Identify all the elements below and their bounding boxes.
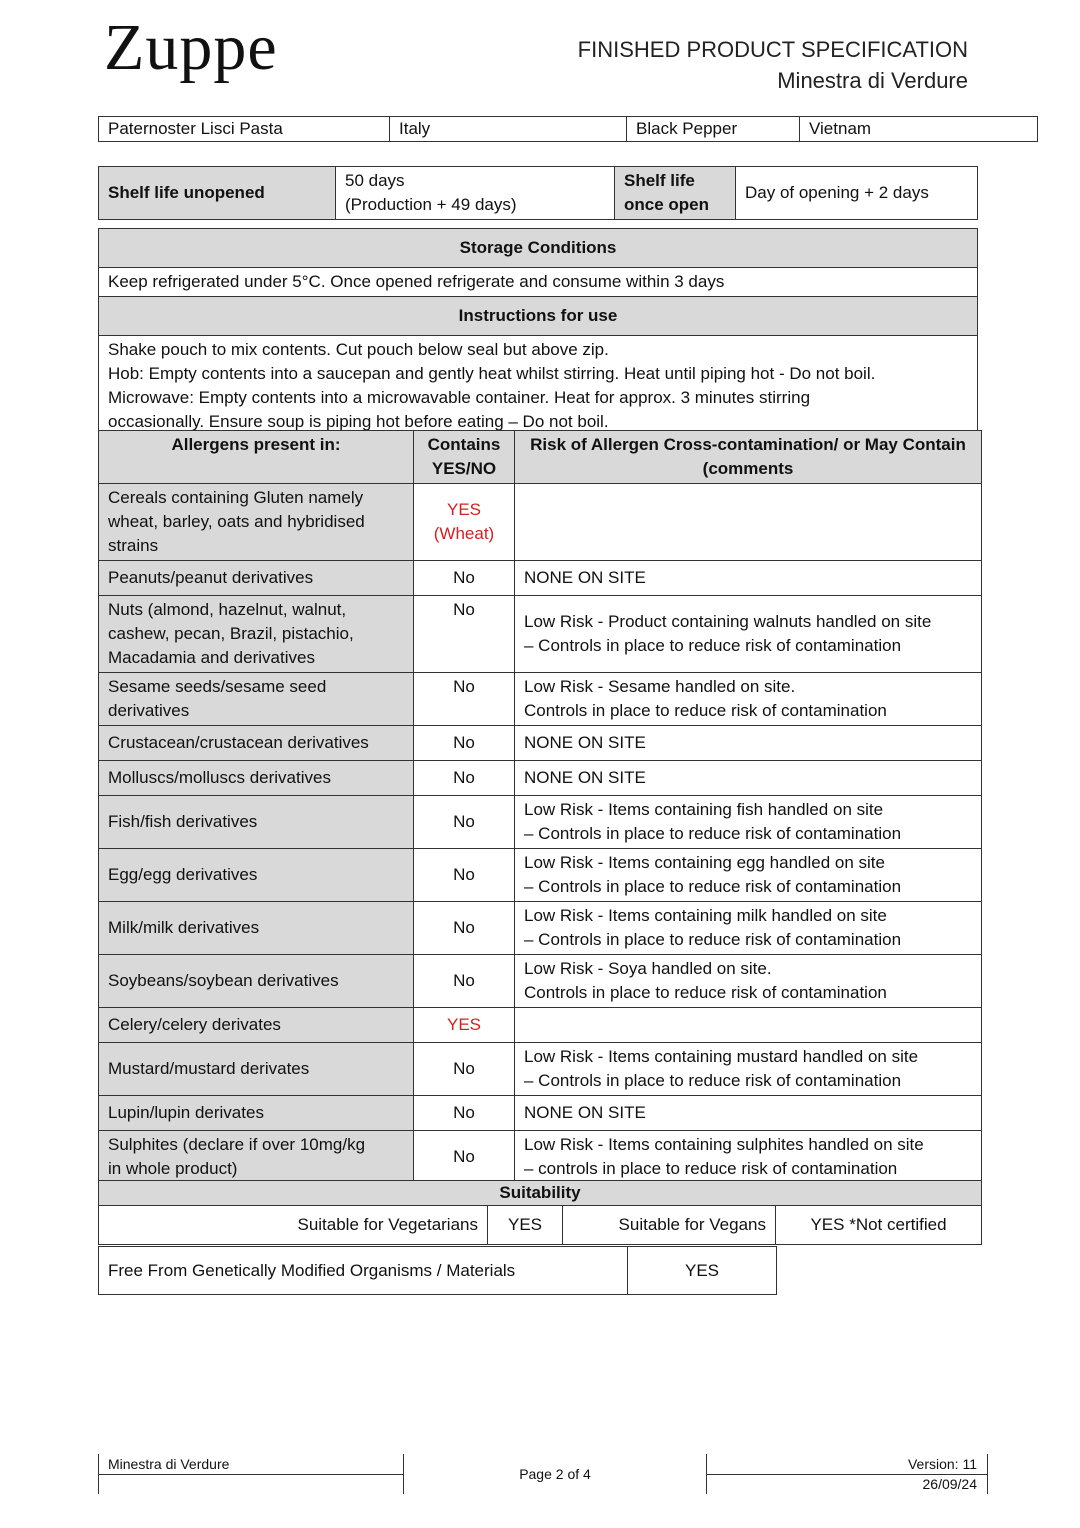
risk-comment	[515, 849, 982, 902]
contains-value	[414, 849, 515, 902]
table-row	[99, 117, 1038, 142]
contains-value-line: No	[453, 733, 475, 752]
risk-comment-line: Low Risk - Soya handled on site.	[524, 959, 772, 978]
allergen-header-row	[99, 431, 982, 484]
allergen-name-line: derivatives	[108, 701, 190, 720]
allergen-name-line: Milk/milk derivatives	[108, 918, 260, 937]
ingredient-name: Paternoster Lisci Pasta	[99, 117, 390, 142]
risk-comment	[515, 561, 982, 596]
allergen-name-line: wheat, barley, oats and hybridised	[108, 512, 365, 531]
allergen-row	[99, 726, 982, 761]
risk-comment	[515, 1043, 982, 1096]
instruction-line: Hob: Empty contents into a saucepan and gently heat whilst stirring. Heat until piping hot - Do not boil.	[108, 364, 876, 383]
risk-comment	[515, 1096, 982, 1131]
vegan-value: YES *Not certified	[776, 1206, 982, 1245]
vegetarian-value: YES	[488, 1206, 563, 1245]
footer-version	[706, 1454, 988, 1494]
ingredient-origin: Vietnam	[800, 117, 1038, 142]
contains-value	[414, 596, 515, 673]
allergen-name	[99, 1131, 414, 1184]
instruction-line: Microwave: Empty contents into a microwavable container. Heat for approx. 3 minutes stirring	[108, 388, 811, 407]
risk-comment	[515, 902, 982, 955]
ingredient-origin-table	[98, 116, 1038, 142]
allergen-name-line: Lupin/lupin derivates	[108, 1103, 264, 1122]
risk-comment	[515, 596, 982, 673]
contains-value-line: No	[453, 865, 475, 884]
allergen-col-header: Allergens present in:	[99, 431, 414, 484]
footer-page-number: Page 2 of 4	[519, 1466, 591, 1482]
contains-value-line: YES	[446, 500, 482, 519]
risk-comment-line: – Controls in place to reduce risk of contamination	[524, 877, 902, 896]
contains-value-line: No	[453, 1059, 475, 1078]
risk-comment-line: – Controls in place to reduce risk of contamination	[524, 824, 902, 843]
instructions-text	[99, 336, 978, 437]
risk-comment-line: – Controls in place to reduce risk of contamination	[524, 636, 902, 655]
allergen-row	[99, 561, 982, 596]
risk-comment	[515, 484, 982, 561]
allergen-row	[99, 673, 982, 726]
allergen-row	[99, 484, 982, 561]
risk-comment-line: Controls in place to reduce risk of contamination	[524, 701, 887, 720]
risk-comment-line: NONE ON SITE	[524, 733, 646, 752]
footer-version-text: Version: 11	[907, 1456, 977, 1472]
contains-value-line: YES	[446, 1015, 482, 1034]
gmo-label: Free From Genetically Modified Organisms / Materials	[99, 1247, 628, 1295]
allergen-rows	[99, 484, 982, 1184]
storage-text: Keep refrigerated under 5°C. Once opened refrigerate and consume within 3 days	[99, 268, 978, 297]
contains-col-header-line: YES/NO	[431, 459, 497, 478]
contains-value	[414, 955, 515, 1008]
contains-value-line: No	[453, 971, 475, 990]
allergen-name-line: in whole product)	[108, 1159, 238, 1178]
allergen-name	[99, 561, 414, 596]
table-row	[99, 1181, 982, 1206]
shelf-life-unopened-label: Shelf life unopened	[99, 167, 336, 220]
shelf-life-open-label-line: Shelf life	[624, 171, 695, 190]
spec-title: FINISHED PRODUCT SPECIFICATION	[577, 37, 968, 62]
risk-comment-line: – controls in place to reduce risk of contamination	[524, 1159, 898, 1178]
suitability-heading: Suitability	[99, 1181, 982, 1206]
contains-value-line: No	[453, 918, 475, 937]
risk-comment-line: Low Risk - Items containing milk handled on site	[524, 906, 887, 925]
contains-value	[414, 1131, 515, 1184]
contains-value	[414, 561, 515, 596]
contains-value-line: No	[453, 1147, 475, 1166]
allergen-name-line: Crustacean/crustacean derivatives	[108, 733, 369, 752]
allergen-name	[99, 596, 414, 673]
gmo-table	[98, 1246, 777, 1295]
contains-value	[414, 1043, 515, 1096]
allergen-name-line: Soybeans/soybean derivatives	[108, 971, 339, 990]
contains-value-line: (Wheat)	[433, 524, 495, 543]
instruction-line: occasionally. Ensure soup is piping hot before eating – Do not boil.	[108, 412, 609, 431]
contains-value-line: No	[453, 600, 475, 619]
contains-value	[414, 796, 515, 849]
risk-comment-line: Low Risk - Sesame handled on site.	[524, 677, 796, 696]
contains-value-line: No	[453, 1103, 475, 1122]
footer-product	[98, 1454, 404, 1494]
shelf-life-open-value: Day of opening + 2 days	[736, 167, 978, 220]
footer-date: 26/09/24	[922, 1476, 977, 1492]
risk-comment	[515, 673, 982, 726]
contains-value	[414, 1008, 515, 1043]
contains-col-header	[414, 431, 515, 484]
table-row	[99, 268, 978, 297]
gmo-value: YES	[628, 1247, 777, 1295]
risk-comment	[515, 1008, 982, 1043]
contains-value	[414, 484, 515, 561]
risk-comment	[515, 761, 982, 796]
allergen-name	[99, 849, 414, 902]
table-row	[99, 297, 978, 336]
brand-logo: Zuppe	[104, 11, 278, 84]
table-row	[99, 229, 978, 268]
shelf-life-note: (Production + 49 days)	[345, 195, 517, 214]
allergen-name-line: Peanuts/peanut derivatives	[108, 568, 314, 587]
allergen-name-line: Egg/egg derivatives	[108, 865, 258, 884]
footer-product-name: Minestra di Verdure	[108, 1456, 230, 1472]
risk-comment-line: NONE ON SITE	[524, 1103, 646, 1122]
risk-comment-line: NONE ON SITE	[524, 768, 646, 787]
allergen-name-line: cashew, pecan, Brazil, pistachio,	[108, 624, 354, 643]
allergen-name-line: strains	[108, 536, 159, 555]
contains-value	[414, 1096, 515, 1131]
contains-value-line: No	[453, 568, 475, 587]
vegan-label: Suitable for Vegans	[563, 1206, 776, 1245]
risk-comment-line: Low Risk - Items containing egg handled on site	[524, 853, 885, 872]
risk-col-header-line: (comments	[702, 459, 794, 478]
contains-value	[414, 726, 515, 761]
risk-comment-line: NONE ON SITE	[524, 568, 646, 587]
table-row	[99, 1247, 777, 1295]
storage-heading: Storage Conditions	[99, 229, 978, 268]
allergen-row	[99, 1096, 982, 1131]
product-name: Minestra di Verdure	[777, 68, 968, 93]
table-row	[99, 167, 978, 220]
allergen-row	[99, 902, 982, 955]
allergen-name-line: Fish/fish derivatives	[108, 812, 258, 831]
allergen-name-line: Cereals containing Gluten namely	[108, 488, 364, 507]
contains-value-line: No	[453, 677, 475, 696]
contains-col-header-line: Contains	[427, 435, 501, 454]
risk-comment-line: Low Risk - Product containing walnuts handled on site	[524, 612, 932, 631]
allergen-name-line: Macadamia and derivatives	[108, 648, 315, 667]
shelf-life-unopened-value	[336, 167, 615, 220]
allergen-name	[99, 761, 414, 796]
allergen-name	[99, 726, 414, 761]
risk-comment-line: Low Risk - Items containing fish handled on site	[524, 800, 884, 819]
allergen-table	[98, 430, 982, 1184]
allergen-row	[99, 1008, 982, 1043]
risk-comment-line: Low Risk - Items containing mustard handled on site	[524, 1047, 919, 1066]
contains-value-line: No	[453, 768, 475, 787]
vegetarian-label: Suitable for Vegetarians	[99, 1206, 488, 1245]
risk-comment	[515, 955, 982, 1008]
allergen-row	[99, 1131, 982, 1184]
allergen-name	[99, 902, 414, 955]
allergen-name	[99, 1008, 414, 1043]
instruction-line: Shake pouch to mix contents. Cut pouch below seal but above zip.	[108, 340, 609, 359]
document-title	[578, 34, 968, 96]
shelf-life-open-label	[615, 167, 736, 220]
contains-value	[414, 902, 515, 955]
suitability-table	[98, 1180, 982, 1245]
risk-comment	[515, 796, 982, 849]
allergen-name-line: Nuts (almond, hazelnut, walnut,	[108, 600, 347, 619]
allergen-name-line: Mustard/mustard derivates	[108, 1059, 310, 1078]
contains-value	[414, 673, 515, 726]
allergen-name	[99, 796, 414, 849]
ingredient-origin: Italy	[390, 117, 627, 142]
risk-col-header	[515, 431, 982, 484]
allergen-name	[99, 484, 414, 561]
shelf-life-open-label-line: once open	[624, 195, 710, 214]
allergen-name	[99, 1096, 414, 1131]
risk-comment-line: – Controls in place to reduce risk of contamination	[524, 1071, 902, 1090]
risk-comment-line: – Controls in place to reduce risk of contamination	[524, 930, 902, 949]
storage-instructions-table	[98, 228, 978, 436]
allergen-row	[99, 955, 982, 1008]
table-row	[99, 1206, 982, 1245]
contains-value	[414, 761, 515, 796]
allergen-name-line: Sulphites (declare if over 10mg/kg	[108, 1135, 366, 1154]
allergen-name	[99, 673, 414, 726]
shelf-life-days: 50 days	[345, 171, 405, 190]
ingredient-name: Black Pepper	[627, 117, 800, 142]
table-row	[99, 336, 978, 437]
shelf-life-table	[98, 166, 978, 220]
allergen-row	[99, 596, 982, 673]
allergen-name-line: Sesame seeds/sesame seed	[108, 677, 327, 696]
allergen-row	[99, 849, 982, 902]
risk-comment-line: Controls in place to reduce risk of contamination	[524, 983, 887, 1002]
risk-comment	[515, 1131, 982, 1184]
allergen-name-line: Molluscs/molluscs derivatives	[108, 768, 331, 787]
contains-value-line: No	[453, 812, 475, 831]
risk-col-header-line: Risk of Allergen Cross-contamination/ or May Contain	[530, 435, 966, 454]
allergen-name	[99, 1043, 414, 1096]
allergen-row	[99, 1043, 982, 1096]
allergen-name	[99, 955, 414, 1008]
allergen-row	[99, 761, 982, 796]
risk-comment	[515, 726, 982, 761]
risk-comment-line: Low Risk - Items containing sulphites handled on site	[524, 1135, 924, 1154]
allergen-row	[99, 796, 982, 849]
allergen-name-line: Celery/celery derivates	[108, 1015, 281, 1034]
instructions-heading: Instructions for use	[99, 297, 978, 336]
